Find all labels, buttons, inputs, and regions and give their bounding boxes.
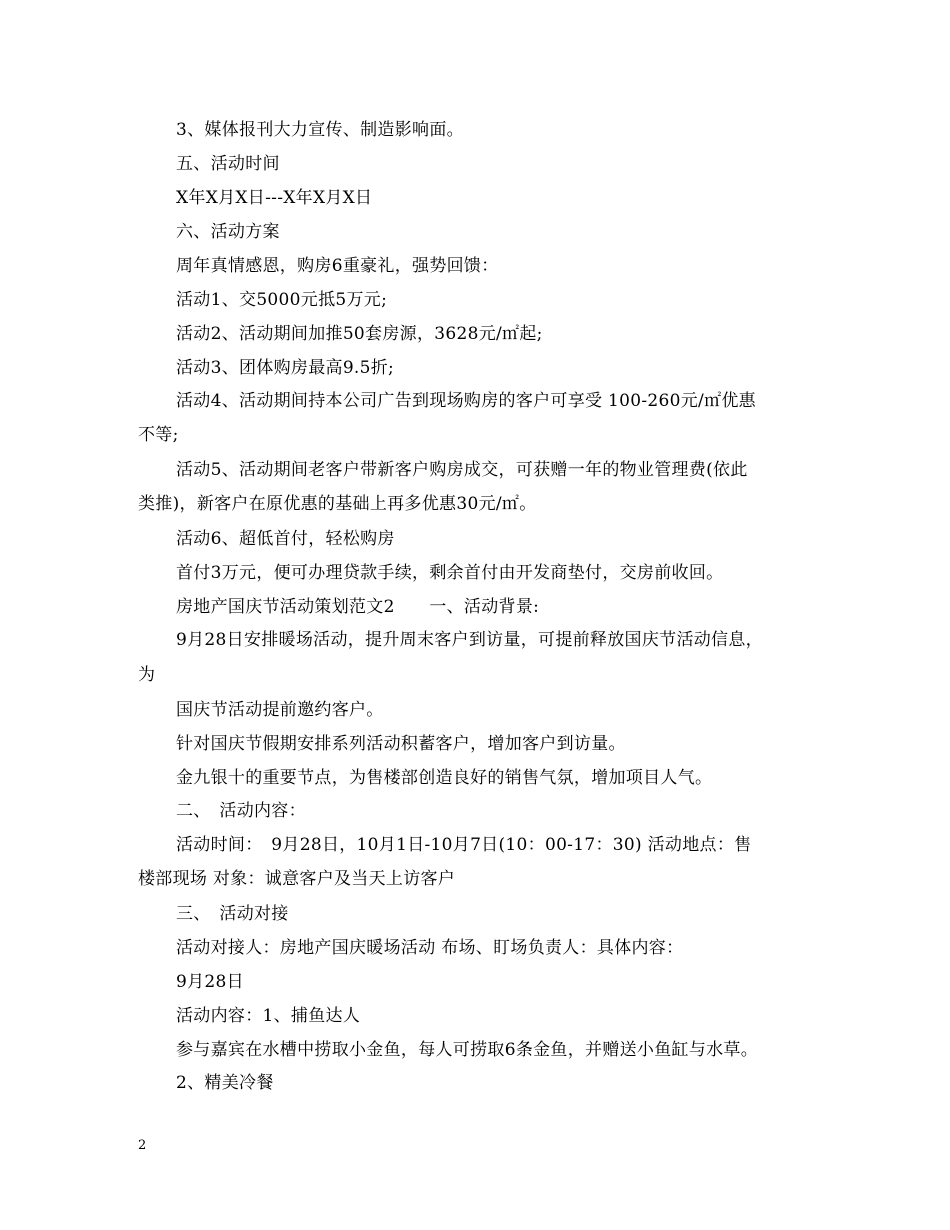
text-line: 活动对接人：房地产国庆暖场活动 布场、盯场负责人：具体内容：: [176, 938, 684, 958]
text-line: 参与嘉宾在水槽中捞取小金鱼，每人可捞取6条金鱼，并赠送小鱼缸与水草。: [176, 1040, 759, 1060]
text-line: 3、媒体报刊大力宣传、制造影响面。: [176, 120, 464, 140]
text-line: 不等;: [138, 425, 179, 445]
text-line: 金九银十的重要节点，为售楼部创造良好的销售气氛，增加项目人气。: [176, 768, 713, 788]
text-line: 楼部现场 对象：诚意客户及当天上访客户: [138, 869, 456, 889]
text-line: 9月28日安排暖场活动，提升周末客户到访量，可提前释放国庆节活动信息，: [176, 630, 763, 650]
section-heading: 五、活动时间: [176, 154, 280, 174]
text-line: 类推)，新客户在原优惠的基础上再多优惠30元/㎡。: [138, 494, 537, 514]
text-line: 活动6、超低首付，轻松购房: [176, 529, 395, 549]
text-line: 活动3、团体购房最高9.5折;: [176, 358, 395, 378]
text-line: X年X月X日---X年X月X日: [176, 188, 373, 208]
text-line: 2、精美冷餐: [176, 1073, 274, 1093]
text-line: 9月28日: [176, 972, 244, 992]
text-line: 针对国庆节假期安排系列活动积蓄客户，增加客户到访量。: [176, 734, 626, 754]
text-line: 活动2、活动期间加推50套房源，3628元/㎡起;: [176, 324, 543, 344]
text-line: 国庆节活动提前邀约客户。: [176, 700, 384, 720]
text-line: 首付3万元，便可办理贷款手续，剩余首付由开发商垫付，交房前收回。: [176, 563, 724, 583]
page-number: 2: [138, 1138, 147, 1153]
text-line: 活动5、活动期间老客户带新客户购房成交，可获赠一年的物业管理费(依此: [176, 460, 748, 480]
text-line: 活动1、交5000元抵5万元;: [176, 290, 388, 310]
section-heading: 六、活动方案: [176, 222, 280, 242]
text-line: 周年真情感恩，购房6重豪礼，强势回馈：: [176, 256, 499, 276]
text-line: 活动时间： 9月28日，10月1日-10月7日(10：00-17：30) 活动地点：售: [176, 835, 752, 855]
section-heading: 二、 活动内容：: [176, 801, 306, 821]
section-heading: 三、 活动对接: [176, 904, 289, 924]
section-heading: 房地产国庆节活动策划范文2 一、活动背景:: [176, 597, 540, 617]
text-line: 活动内容：1、捕鱼达人: [176, 1006, 361, 1026]
text-line: 活动4、活动期间持本公司广告到现场购房的客户可享受 100-260元/㎡优惠: [176, 391, 756, 411]
text-line: 为: [138, 665, 156, 685]
